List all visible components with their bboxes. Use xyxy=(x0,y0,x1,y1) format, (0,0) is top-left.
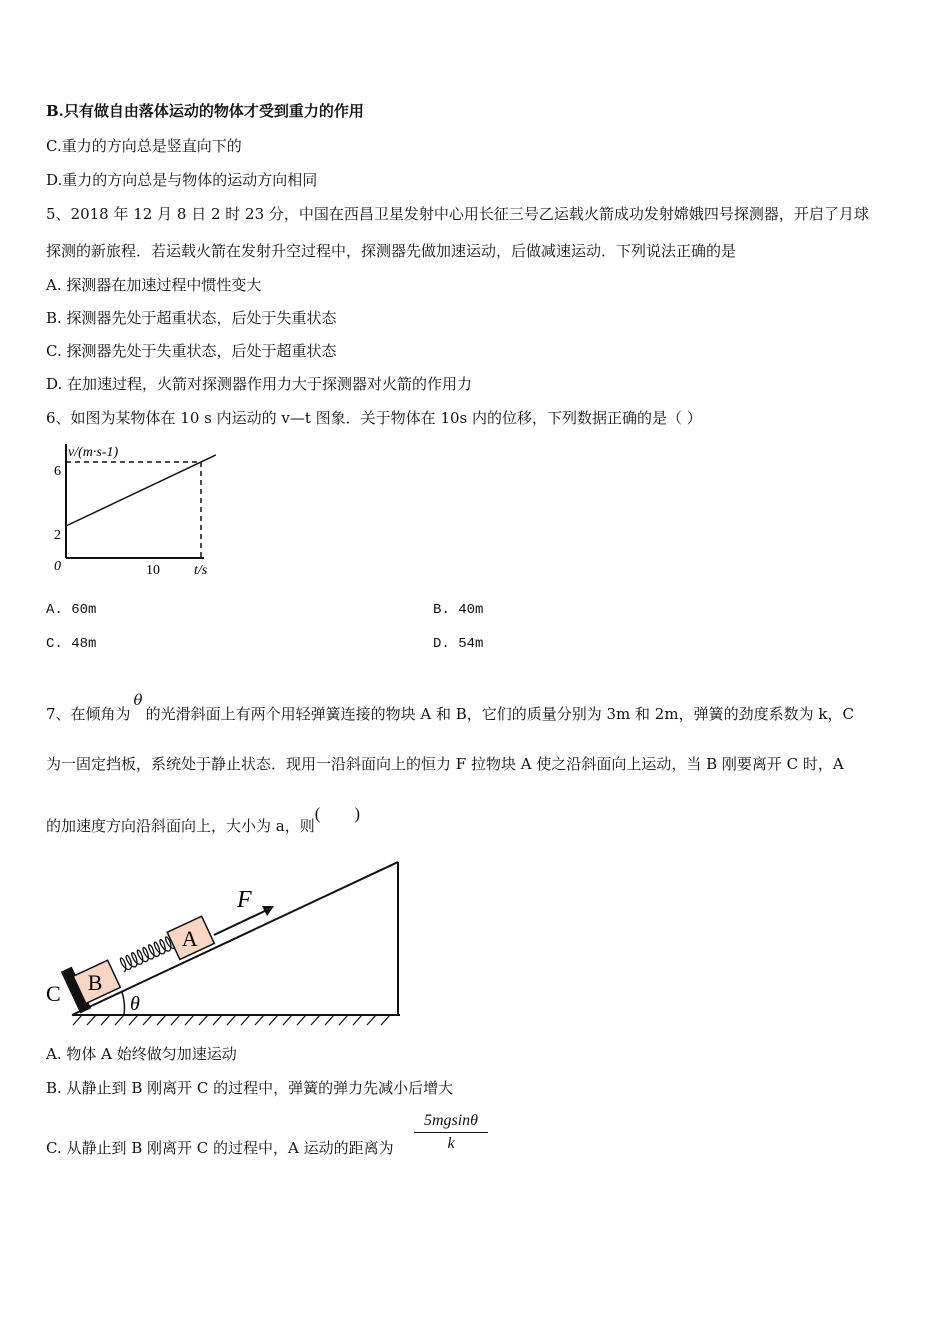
q7-theta-symbol: θ xyxy=(133,691,143,709)
y-axis-label: v/(m·s-1) xyxy=(68,445,119,460)
label-c: C xyxy=(46,981,61,1006)
q7-stem-part1: 7、在倾角为 xyxy=(46,705,131,723)
q6-vt-graph xyxy=(46,436,226,584)
q4-option-b: B.只有做自由落体运动的物体才受到重力的作用 xyxy=(46,102,364,120)
q7-stem-line3 xyxy=(46,804,361,836)
x-axis-label: t/s xyxy=(194,563,208,578)
q7-option-b: B. 从静止到 B 刚离开 C 的过程中，弹簧的弹力先减小后增大 xyxy=(46,1079,454,1097)
hatch-mark xyxy=(157,1015,166,1025)
fraction-numerator: 5mgsinθ xyxy=(414,1112,488,1133)
label-f: F xyxy=(237,887,252,913)
label-b: B xyxy=(87,969,103,995)
hatch-mark xyxy=(241,1015,250,1025)
q5-option-a: A. 探测器在加速过程中惯性变大 xyxy=(46,276,262,294)
q7-stem-line2: 为一固定挡板，系统处于静止状态．现用一沿斜面向上的恒力 F 拉物块 A 使之沿斜面向上运动，当 B 刚要离开 C 时，A xyxy=(46,755,844,773)
q6-option-c: C. 48m xyxy=(46,636,97,652)
q5-option-c: C. 探测器先处于失重状态，后处于超重状态 xyxy=(46,342,337,360)
ground-hatching xyxy=(73,1015,390,1025)
q7-option-a: A. 物体 A 始终做匀加速运动 xyxy=(46,1045,237,1063)
incline-surface xyxy=(72,862,398,1015)
y-tick-2: 2 xyxy=(54,528,61,543)
q6-option-b: B. 40m xyxy=(433,602,484,618)
q7-incline-figure xyxy=(42,855,412,1035)
q4-option-d: D.重力的方向总是与物体的运动方向相同 xyxy=(46,171,318,189)
label-a: A xyxy=(181,925,198,951)
hatch-mark xyxy=(283,1015,292,1025)
q7-stem-part2: 的光滑斜面上有两个用轻弹簧连接的物块 A 和 B，它们的质量分别为 3m 和 2m，弹簧的劲度系数为 k，C xyxy=(145,705,854,723)
hatch-mark xyxy=(115,1015,124,1025)
q5-option-b: B. 探测器先处于超重状态，后处于失重状态 xyxy=(46,309,337,327)
hatch-mark xyxy=(353,1015,362,1025)
q7-option-c-fraction xyxy=(414,1112,488,1153)
hatch-mark xyxy=(367,1015,376,1025)
hatch-mark xyxy=(297,1015,306,1025)
q4-option-c: C.重力的方向总是竖直向下的 xyxy=(46,137,242,155)
hatch-mark xyxy=(227,1015,236,1025)
x-tick-10: 10 xyxy=(146,563,160,578)
q6-stem: 6、如图为某物体在 10 s 内运动的 v—t 图象．关于物体在 10s 内的位移，下列数据正确的是（ ） xyxy=(46,409,702,427)
theta-label: θ xyxy=(130,993,140,1015)
q5-stem-line1: 5、2018 年 12 月 8 日 2 时 23 分，中国在西昌卫星发射中心用长征三号乙运载火箭成功发射嫦娥四号探测器，开启了月球 xyxy=(46,205,869,223)
hatch-mark xyxy=(339,1015,348,1025)
hatch-mark xyxy=(87,1015,96,1025)
y-tick-6: 6 xyxy=(54,464,61,479)
hatch-mark xyxy=(199,1015,208,1025)
hatch-mark xyxy=(381,1015,390,1025)
q6-option-a: A. 60m xyxy=(46,602,97,618)
q7-stem-part3: 的加速度方向沿斜面向上，大小为 a，则 xyxy=(46,817,315,835)
spring xyxy=(120,937,174,972)
hatch-mark xyxy=(255,1015,264,1025)
fraction-denominator: k xyxy=(447,1135,455,1152)
q7-answer-bracket: ( ) xyxy=(314,804,361,823)
q5-stem-line2: 探测的新旅程．若运载火箭在发射升空过程中，探测器先做加速运动，后做减速运动．下列说法正确的是 xyxy=(46,242,737,260)
origin-label: 0 xyxy=(54,559,61,574)
hatch-mark xyxy=(73,1015,82,1025)
force-arrow-shaft xyxy=(214,910,267,935)
hatch-mark xyxy=(213,1015,222,1025)
hatch-mark xyxy=(143,1015,152,1025)
q5-option-d: D. 在加速过程，火箭对探测器作用力大于探测器对火箭的作用力 xyxy=(46,375,473,393)
velocity-line xyxy=(66,455,216,526)
hatch-mark xyxy=(269,1015,278,1025)
hatch-mark xyxy=(101,1015,110,1025)
hatch-mark xyxy=(129,1015,138,1025)
hatch-mark xyxy=(171,1015,180,1025)
hatch-mark xyxy=(311,1015,320,1025)
q6-option-d: D. 54m xyxy=(433,636,484,652)
q7-option-c: C. 从静止到 B 刚离开 C 的过程中，A 运动的距离为 xyxy=(46,1139,394,1157)
hatch-mark xyxy=(185,1015,194,1025)
hatch-mark xyxy=(325,1015,334,1025)
angle-arc xyxy=(122,992,124,1015)
q7-stem-line1 xyxy=(46,691,854,724)
